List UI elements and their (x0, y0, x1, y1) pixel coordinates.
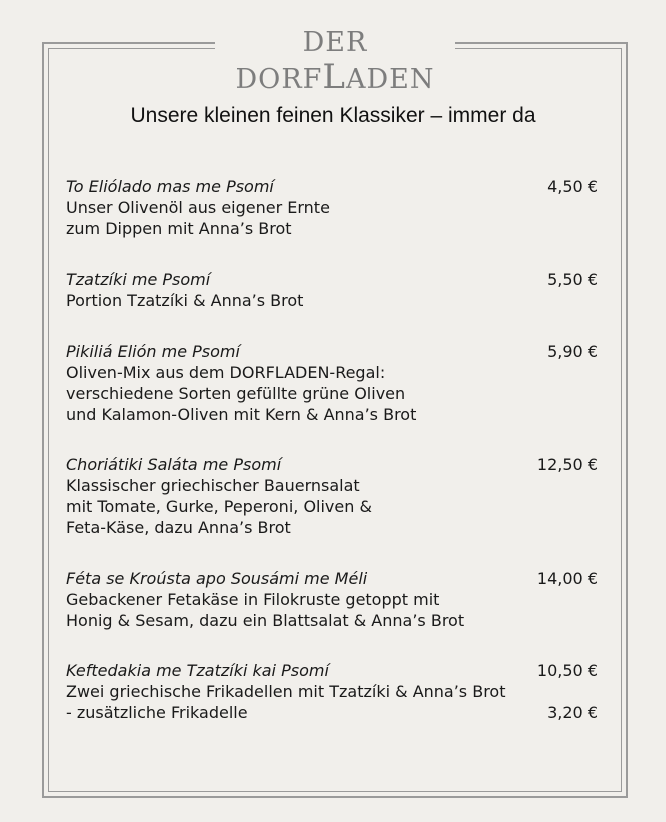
logo-part-1: DER DORF (235, 27, 368, 95)
item-description: Zwei griechische Frikadellen mit Tzatzíki & Anna’s Brot - zusätzliche Frikadelle (66, 682, 506, 722)
item-name: Keftedakia me Tzatzíki kai Psomí (66, 661, 329, 680)
item-price: 14,00 € (536, 569, 598, 588)
menu-headline: Unsere kleinen feinen Klassiker – immer da (130, 104, 536, 127)
item-name: Choriátiki Saláta me Psomí (66, 455, 282, 474)
logo-part-3: ADEN (345, 64, 435, 95)
item-description: Klassischer griechischer Bauernsalat mit Tomate, Gurke, Peperoni, Oliven & Feta-Käse, dazu Anna’s Brot (66, 476, 372, 537)
menu-item (66, 341, 606, 425)
item-description: Oliven-Mix aus dem DORFLADEN-Regal: verschiedene Sorten gefüllte grüne Oliven und Kalamon-Oliven mit Kern & Anna’s Brot (66, 363, 417, 424)
item-description: Gebackener Fetakäse in Filokruste getoppt mit Honig & Sesam, dazu ein Blattsalat & Anna’s Brot (66, 590, 465, 630)
item-name: Pikiliá Elión me Psomí (66, 342, 240, 361)
item-price: 12,50 € (536, 455, 598, 474)
logo-part-2: L (322, 57, 346, 97)
item-description: Unser Olivenöl aus eigener Ernte zum Dippen mit Anna’s Brot (66, 198, 330, 238)
item-name: Féta se Kroústa apo Sousámi me Méli (66, 569, 368, 588)
logo (215, 26, 455, 97)
item-price: 10,50 € (536, 661, 598, 680)
menu-item (66, 454, 606, 538)
item-name: Tzatzíki me Psomí (66, 270, 211, 289)
extra-item-price: 3,20 € (547, 703, 598, 722)
menu-item (66, 176, 606, 239)
item-price: 4,50 € (547, 177, 598, 196)
item-price: 5,90 € (547, 342, 598, 361)
menu-item (66, 269, 606, 311)
menu-item (66, 660, 606, 723)
item-price: 5,50 € (547, 270, 598, 289)
menu-item (66, 568, 606, 631)
item-description: Portion Tzatzíki & Anna’s Brot (66, 291, 304, 310)
item-name: To Eliólado mas me Psomí (66, 177, 274, 196)
